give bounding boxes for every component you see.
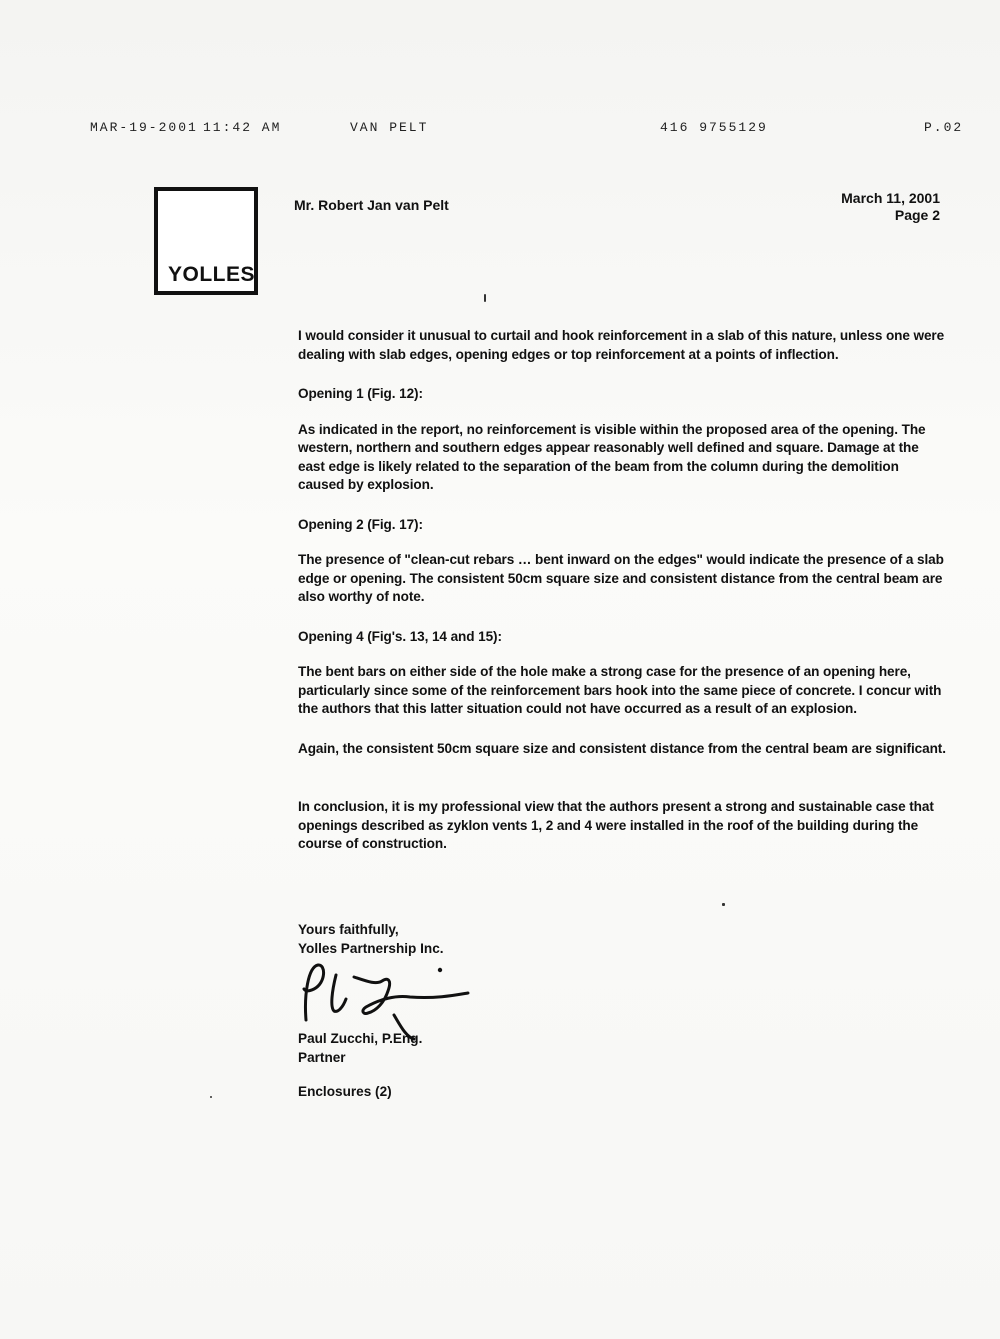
opening-4-heading: Opening 4 (Fig's. 13, 14 and 15): bbox=[298, 628, 502, 644]
fax-date: MAR-19-2001 bbox=[90, 120, 198, 135]
intro-paragraph: I would consider it unusual to curtail and hook reinforcement in a slab of this nature, unless one were dealing with slab edges, opening edges or top reinforcement at a points of inflection. bbox=[298, 328, 945, 362]
closing-block bbox=[298, 921, 444, 958]
again-paragraph: Again, the consistent 50cm square size and consistent distance from the central beam are significant. bbox=[298, 740, 946, 756]
opening-2-heading: Opening 2 (Fig. 17): bbox=[298, 516, 423, 532]
fax-time: 11:42 AM bbox=[203, 120, 282, 135]
page-label: Page 2 bbox=[894, 207, 940, 223]
fax-page-number: P.02 bbox=[924, 120, 964, 135]
fax-sender: VAN PELT bbox=[350, 120, 429, 135]
letter-date: March 11, 2001 bbox=[841, 190, 940, 206]
letter-body bbox=[298, 327, 948, 875]
fax-phone-number: 416 9755129 bbox=[660, 120, 768, 135]
complimentary-close: Yours faithfully, bbox=[298, 922, 399, 937]
scan-speck bbox=[484, 294, 486, 302]
signer-block bbox=[298, 1030, 422, 1067]
opening-1-paragraph: As indicated in the report, no reinforcement is visible within the proposed area of the opening. The western, northern and southern edges appear reasonably well defined and square. Damage at the east edge is likely related to the separation of the beam from the column during the demolition caused by explosion. bbox=[298, 421, 926, 492]
opening-1-heading: Opening 1 (Fig. 12): bbox=[298, 386, 423, 401]
signer-title: Partner bbox=[298, 1049, 346, 1065]
company-name: Yolles Partnership Inc. bbox=[298, 940, 444, 956]
opening-4-paragraph: The bent bars on either side of the hole make a strong case for the presence of an opening here, particularly since some of the reinforcement bars hook into the same piece of concrete. I concur with the authors that this latter situation could not have occurred as a result of an explosion. bbox=[298, 664, 942, 716]
date-block bbox=[841, 190, 940, 224]
signer-name: Paul Zucchi, P.Eng. bbox=[298, 1031, 423, 1046]
yolles-logo bbox=[154, 187, 258, 295]
scan-speck bbox=[210, 1096, 212, 1098]
logo-text: YOLLES bbox=[168, 263, 256, 286]
scan-speck bbox=[722, 903, 725, 906]
enclosures-note: Enclosures (2) bbox=[298, 1084, 392, 1099]
fax-transmission-header bbox=[0, 120, 1000, 140]
opening-2-paragraph: The presence of "clean-cut rebars … bent inward on the edges" would indicate the presence of a slab edge or opening. The consistent 50cm square size and consistent distance from the central beam are also worthy of note. bbox=[298, 552, 944, 604]
recipient-name: Mr. Robert Jan van Pelt bbox=[294, 197, 449, 213]
conclusion-paragraph: In conclusion, it is my professional view that the authors present a strong and sustainable case that openings described as zyklon vents 1, 2 and 4 were installed in the roof of the building during the course of construction. bbox=[298, 799, 934, 851]
